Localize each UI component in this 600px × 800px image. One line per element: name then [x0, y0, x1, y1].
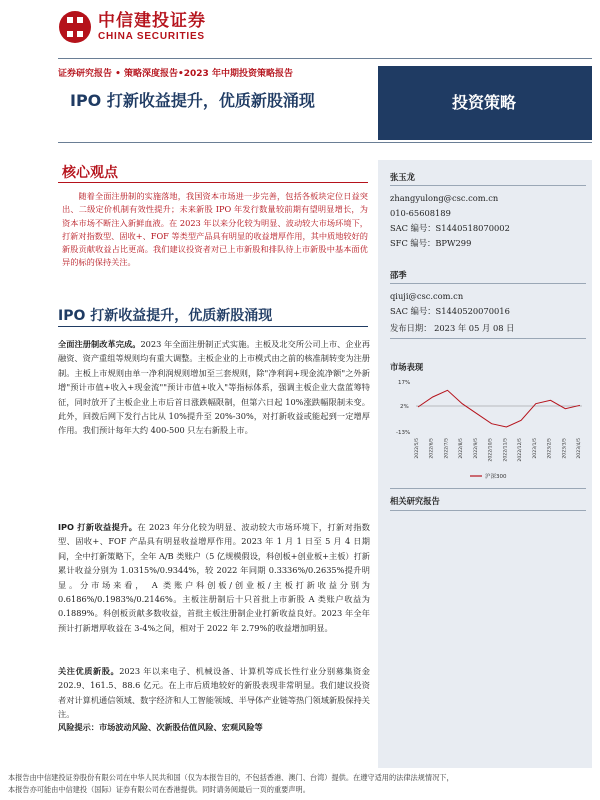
- footer-disclaimer: [8, 772, 592, 796]
- analyst-1-email[interactable]: zhangyulong@csc.com.cn: [390, 193, 499, 203]
- top-divider: [58, 58, 592, 59]
- analyst-1-sac: SAC 编号：S1440518070002: [390, 223, 510, 233]
- x-tick-label: 2022/5/5: [415, 438, 420, 459]
- y-tick-label: 17%: [398, 380, 411, 386]
- market-heading: 市场表现: [390, 362, 424, 372]
- page-title: IPO 打新收益提升，优质新股涌现: [70, 91, 315, 110]
- x-tick-label: 2022/9/5: [473, 438, 479, 459]
- paragraph-body: 在 2023 年分化较为明显、波动较大市场环境下，打新对指数型、固收+、FOF 产品具有明显收益增厚作用。2023 年 1 月 1 日至 5 月 4 日期间，全中打新策略下，全年 A/B 类账户（5 亿规模假设，科创板+创业板+主板）打新累计收益分别为 1.0315%/0.9344%，较 2022 年同期 0.3336%/0.2635%提升明显。分市场来看， A 类账户科创板/创业板/主板打新收益分别为 0.6186%/0.1983%/0.2146%。主板注册制后十只首批上市新股 A 类账户收益为 0.1889%。科创板贡献多数收益，首批主板注册制企业打新收益良好。2023 年全年预计打新增厚收益在 3-4%之间，相对于 2022 年 2.79%的收益增加明显。: [58, 522, 370, 633]
- core-heading: 核心观点: [62, 165, 118, 181]
- analyst-1-sfc: SFC 编号：BPW299: [390, 238, 472, 248]
- paragraph-quality-stocks: [58, 664, 370, 722]
- logo-cn: 中信建投证券: [98, 11, 206, 31]
- company-logo-icon: [58, 10, 92, 44]
- core-divider: [58, 182, 368, 183]
- y-tick-label: -13%: [396, 430, 411, 436]
- sidebar-divider: [390, 510, 586, 511]
- section-heading-divider: [58, 326, 368, 327]
- x-tick-label: 2022/11/5: [503, 438, 509, 462]
- paragraph-lead: IPO 打新收益提升。: [58, 522, 138, 532]
- legend-label: 沪深300: [485, 474, 507, 480]
- series-line: [418, 390, 580, 427]
- section-divider: [58, 142, 592, 143]
- x-tick-label: 2022/12/5: [518, 438, 524, 462]
- sidebar-divider: [390, 185, 586, 186]
- analyst-2-name: 邵季: [390, 270, 407, 280]
- core-text: 随着全面注册制的实施落地，我国资本市场进一步完善，包括各板块定位日益突出、二级定价机制有效性提升；未来新股 IPO 年发行数量较前期有望明显增长，为资本市场不断注入新鲜血液。在 2023 年以来分化较为明显、波动较大市场环境下，打新对指数型、固收+、FOF 等类型产品具有明显的收益增厚作用，其中质地较好的新股贡献收益占比更高。我们建议投资者对已上市新股和排队待上市新股中基本面优异的标的保持关注。: [62, 191, 368, 268]
- breadcrumb: 证券研究报告 • 策略深度报告•2023 年中期投资策略报告: [58, 69, 293, 79]
- paragraph-registration: [58, 337, 370, 438]
- publish-date: 发布日期： 2023 年 05 月 08 日: [390, 323, 515, 333]
- y-tick-label: 2%: [400, 404, 409, 410]
- x-tick-label: 2022/6/5: [429, 438, 435, 459]
- market-chart: [390, 372, 586, 482]
- x-tick-label: 2022/7/5: [444, 438, 450, 459]
- x-tick-label: 2023/2/5: [547, 438, 553, 459]
- paragraph-lead: 关注优质新股。: [58, 666, 120, 676]
- analyst-1-phone: 010-65608189: [390, 208, 451, 218]
- sidebar-divider: [390, 338, 586, 339]
- x-tick-label: 2022/10/5: [488, 438, 494, 462]
- x-tick-label: 2023/4/5: [577, 438, 582, 459]
- footer-line: 本报告由中信建投证券股份有限公司在中华人民共和国（仅为本报告目的，不包括香港、澳门、台湾）提供。在遵守适用的法律法规情况下，: [8, 773, 454, 782]
- analyst-1-name: 张玉龙: [390, 172, 415, 182]
- category-label: 投资策略: [452, 93, 517, 112]
- logo-en: CHINA SECURITIES: [98, 31, 205, 42]
- analyst-2-email[interactable]: qiuji@csc.com.cn: [390, 291, 464, 301]
- paragraph-lead: 全面注册制改革完成。: [58, 339, 141, 349]
- x-tick-label: 2023/3/5: [562, 438, 568, 459]
- analyst-2-sac: SAC 编号：S1440520070016: [390, 306, 510, 316]
- section-heading: IPO 打新收益提升，优质新股涌现: [58, 308, 273, 324]
- x-tick-label: 2022/8/5: [459, 438, 465, 459]
- paragraph-body: 2023 年以来电子、机械设备、计算机等成长性行业分别募集资金 202.9、161.5、88.6 亿元。在上市后质地较好的新股表现非常明显。我们建议投资者对计算机通信领域、数字经济和人工智能领域、半导体产业链等热门领域新股保持关注。: [58, 666, 370, 720]
- company-logo: [58, 10, 206, 44]
- paragraph-body: 2023 年全面注册制正式实施。主板及北交所公司上市、企业再融资、资产重组等规则均有重大调整。主板企业的上市模式由之前的核准制转变为注册制。主板上市规则由单一净利润规则增加至三套规则，除"净利润+现金流净额"之外新增"预计市值+收入+现金流""预计市值+收入"等指标体系，强调主板企业大盘蓝筹特征，同时放开了主板企业上市后首日涨跌幅限制，但第六日起 10%涨跌幅限制未变。此外，回拨后网下发行占比从 10%提升至 20%-30%，对打新收益或能起到一定增厚作用。我们预计每年大约 400-500 只左右新股上市。: [58, 339, 370, 436]
- risk-warning: 风险提示：市场波动风险、次新股估值风险、宏观风险等: [58, 722, 263, 732]
- x-tick-label: 2023/1/5: [532, 438, 538, 459]
- sidebar-divider: [390, 283, 586, 284]
- related-reports-heading: 相关研究报告: [390, 496, 440, 506]
- paragraph-ipo-returns: [58, 520, 370, 635]
- footer-line: 本报告亦可能由中信建投（国际）证券有限公司在香港提供。同时请务阅最后一页的重要声明。: [8, 785, 310, 794]
- sidebar-divider: [390, 488, 586, 489]
